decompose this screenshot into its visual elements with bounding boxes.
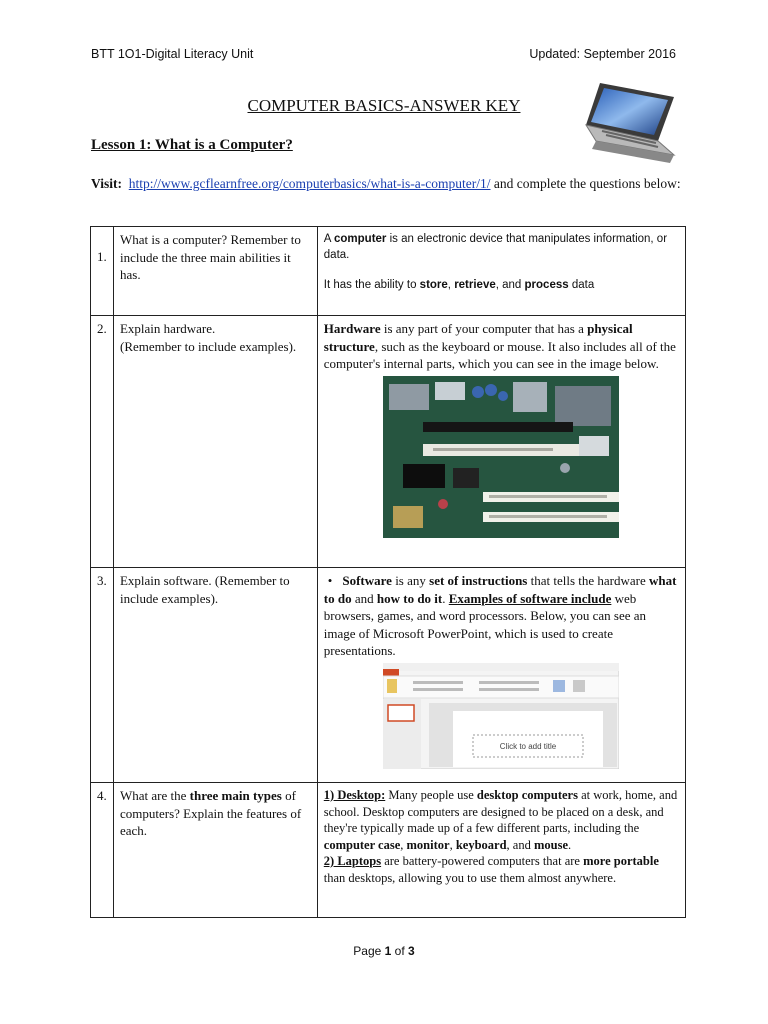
question-cell: Explain software. (Remember to include examples). bbox=[113, 568, 317, 783]
bullet-icon: • bbox=[327, 573, 333, 588]
answer-text: • Software is any set of instructions that tells the hardware what to do and how to do it. Examples of software include web browsers, games, and word processors. Below, you can see an image of Microsoft PowerPoint, which is used to create presentations. bbox=[323, 573, 677, 658]
row-number: 4. bbox=[91, 783, 114, 918]
ppt-placeholder: Click to add title bbox=[500, 741, 557, 751]
powerpoint-screenshot bbox=[383, 663, 619, 769]
answer-cell bbox=[317, 783, 685, 918]
answer-cell bbox=[317, 316, 685, 568]
page-footer: Page 1 of 3 bbox=[353, 944, 415, 958]
row-number: 3. bbox=[91, 568, 114, 783]
laptop-icon bbox=[578, 79, 678, 169]
visit-text: and complete the questions below: bbox=[490, 176, 681, 191]
question-cell: What are the three main types of computers? Explain the features of each. bbox=[113, 783, 317, 918]
visit-instructions bbox=[91, 175, 681, 192]
row-number: 1. bbox=[91, 227, 114, 316]
question-cell: Explain hardware. (Remember to include examples). bbox=[113, 316, 317, 568]
answer-text: It has the ability to store, retrieve, and process data bbox=[323, 279, 595, 291]
answer-text: 1) Desktop: Many people use desktop computers at work, home, and school. Desktop computers are designed to be placed on a desk, and they're typically made up of a few different parts, including the computer case, monitor, keyboard, and mouse. bbox=[323, 788, 678, 852]
table-row bbox=[91, 227, 686, 316]
questions-table bbox=[90, 226, 686, 918]
header-right: Updated: September 2016 bbox=[529, 47, 676, 61]
answer-text: 2) Laptops are battery-powered computers that are more portable than desktops, allowing you to use them almost anywhere. bbox=[323, 854, 659, 885]
lesson-heading: Lesson 1: What is a Computer? bbox=[91, 137, 293, 153]
answer-text: A computer is an electronic device that manipulates information, or data. bbox=[323, 233, 668, 261]
answer-cell bbox=[317, 568, 685, 783]
visit-link[interactable]: http://www.gcflearnfree.org/computerbasics/what-is-a-computer/1/ bbox=[128, 176, 491, 191]
answer-text: Hardware is any part of your computer that has a physical structure, such as the keyboard or mouse. It also includes all of the computer's internal parts, which you can see in the image below. bbox=[323, 321, 676, 371]
table-row bbox=[91, 783, 686, 918]
page-title: COMPUTER BASICS-ANSWER KEY bbox=[247, 96, 521, 115]
question-cell: What is a computer? Remember to include the three main abilities it has. bbox=[113, 227, 317, 316]
table-row bbox=[91, 568, 686, 783]
table-row bbox=[91, 316, 686, 568]
answer-cell bbox=[317, 227, 685, 316]
motherboard-image bbox=[383, 376, 619, 538]
header-left: BTT 1O1-Digital Literacy Unit bbox=[91, 47, 254, 61]
row-number: 2. bbox=[91, 316, 114, 568]
visit-label: Visit: bbox=[91, 176, 122, 191]
